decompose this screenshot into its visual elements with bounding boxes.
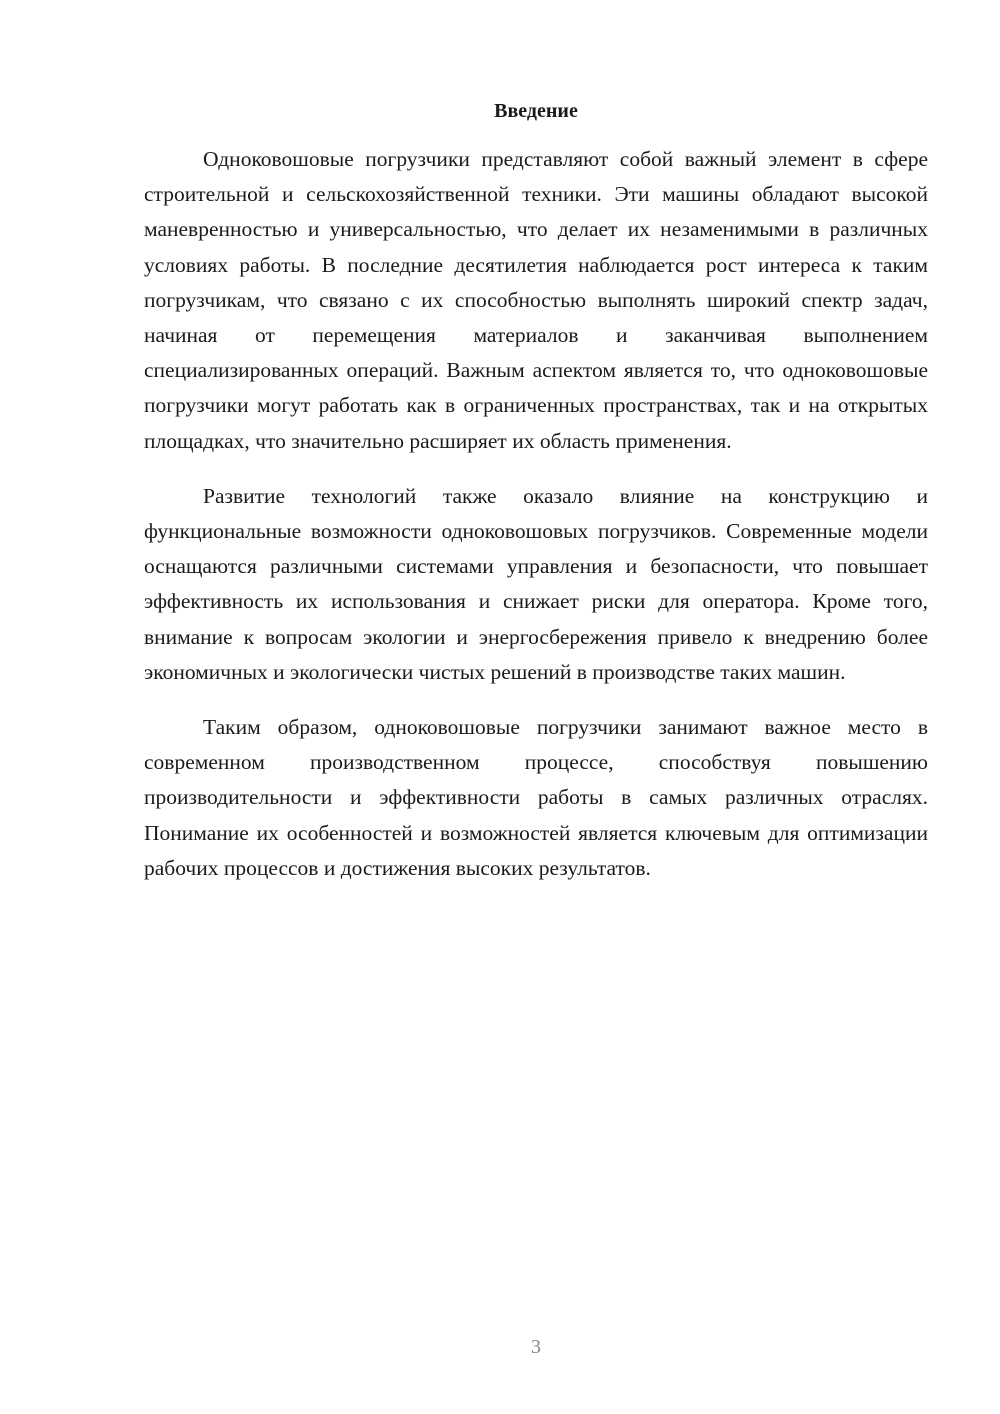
body-text — [144, 142, 928, 886]
section-heading: Введение — [494, 100, 578, 122]
page-number: 3 — [531, 1336, 541, 1358]
paragraph-3: Таким образом, одноковошовые погрузчики занимают важное место в современном производственном процессе, способствуя повышению производительности и эффективности работы в самых различных отраслях. Понимание их особенностей и возможностей является ключевым для оптимизации рабочих процессов и достижения высоких результатов. — [144, 715, 928, 880]
paragraph-1: Одноковошовые погрузчики представляют собой важный элемент в сфере строительной и сельскохозяйственной техники. Эти машины обладают высокой маневренностью и универсальностью, что делает их незаменимыми в различных условиях работы. В последние десятилетия наблюдается рост интереса к таким погрузчикам, что связано с их способностью выполнять широкий спектр задач, начиная от перемещения материалов и заканчивая выполнением специализированных операций. Важным аспектом является то, что одноковошовые погрузчики могут работать как в ограниченных пространствах, так и на открытых площадках, что значительно расширяет их область применения. — [144, 147, 928, 453]
paragraph-2: Развитие технологий также оказало влияние на конструкцию и функциональные возможности одноковошовых погрузчиков. Современные модели оснащаются различными системами управления и безопасности, что повышает эффективность их использования и снижает риски для оператора. Кроме того, внимание к вопросам экологии и энергосбережения привело к внедрению более экономичных и экологически чистых решений в производстве таких машин. — [144, 483, 928, 684]
